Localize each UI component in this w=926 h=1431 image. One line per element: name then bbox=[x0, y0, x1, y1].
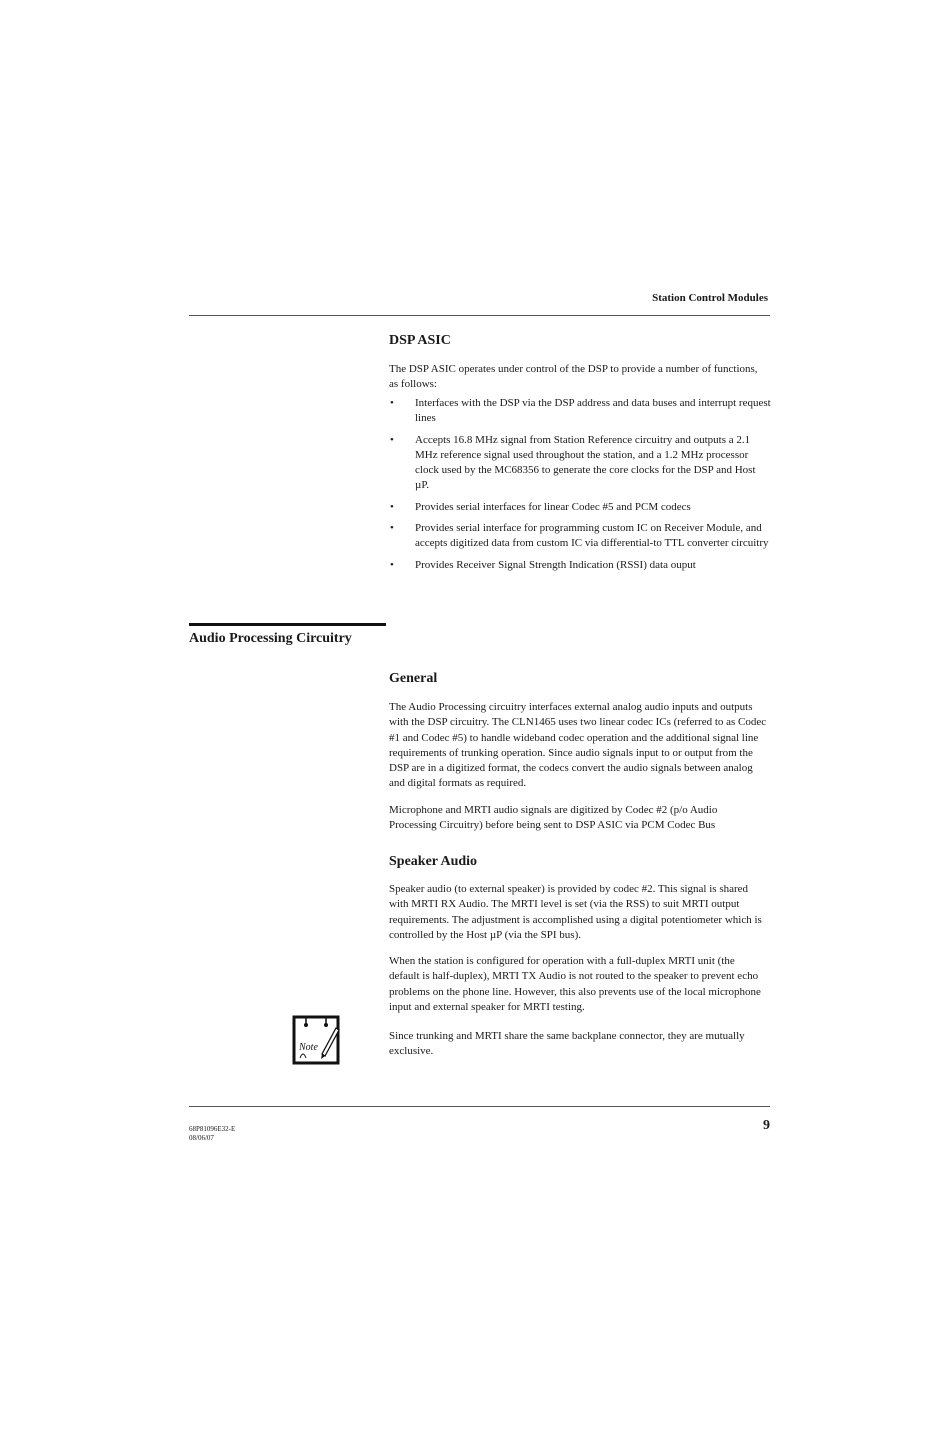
general-para-1: The Audio Processing circuitry interfaces external analog audio inputs and outputs with the DSP circuitry. The CLN1465 uses two linear codec ICs (referred to as Codec #1 and Codec #5) to handle wideband codec operation and the additional signal line requirements of trunking operation. Since audio signals input to or output from the DSP are in a digitized format, the codecs convert the audio signals between analog and digital formats as required. bbox=[389, 701, 767, 790]
bullet-item: • Accepts 16.8 MHz signal from Station Reference circuitry and outputs a 2.1 MHz reference signal used throughout the station, and a 1.2 MHz processor clock used by the MC68356 to generate the core clocks for the DSP and Host µP. bbox=[389, 433, 771, 494]
header-rule bbox=[189, 315, 770, 316]
dsp-asic-heading: DSP ASIC bbox=[389, 333, 451, 348]
bullet-item: • Provides serial interfaces for linear Codec #5 and PCM codecs bbox=[389, 500, 771, 515]
bullet-item: • Provides Receiver Signal Strength Indication (RSSI) data ouput bbox=[389, 558, 771, 573]
footer-rule bbox=[189, 1106, 770, 1107]
audio-processing-title: Audio Processing Circuitry bbox=[189, 631, 352, 646]
bullet-item: • Interfaces with the DSP via the DSP address and data buses and interrupt request lines bbox=[389, 396, 771, 427]
dsp-asic-intro: The DSP ASIC operates under control of the DSP to provide a number of functions, as follows: bbox=[389, 363, 758, 391]
note-label: Note bbox=[299, 1042, 318, 1053]
general-para-2: Microphone and MRTI audio signals are digitized by Codec #2 (p/o Audio Processing Circuitry) before being sent to DSP ASIC via PCM Codec Bus bbox=[389, 804, 718, 832]
speaker-audio-para-2: When the station is configured for operation with a full-duplex MRTI unit (the default is half-duplex), MRTI TX Audio is not routed to the speaker to prevent echo problems on the phone line. However, this also prevents use of the local microphone input and external speaker for MRTI testing. bbox=[389, 955, 761, 1013]
note-pad-icon bbox=[292, 1014, 342, 1066]
page-number: 9 bbox=[763, 1118, 770, 1133]
running-header: Station Control Modules bbox=[652, 292, 768, 304]
bullet-item: • Provides serial interface for programming custom IC on Receiver Module, and accepts digitized data from custom IC via differential-to TTL converter circuitry bbox=[389, 521, 771, 552]
dsp-asic-bullet-list bbox=[389, 396, 771, 579]
doc-date: 08/06/07 bbox=[189, 1134, 214, 1142]
doc-number: 68P81096E32-E bbox=[189, 1125, 236, 1133]
section-thick-rule bbox=[189, 623, 386, 626]
speaker-audio-para-1: Speaker audio (to external speaker) is provided by codec #2. This signal is shared with MRTI RX Audio. The MRTI level is set (via the RSS) to suit MRTI output requirements. The adjustment is accomplished using a digital potentiometer which is controlled by the Host µP (via the SPI bus). bbox=[389, 883, 762, 941]
note-text: Since trunking and MRTI share the same backplane connector, they are mutually exclusive. bbox=[389, 1030, 745, 1058]
general-heading: General bbox=[389, 671, 438, 686]
speaker-audio-heading: Speaker Audio bbox=[389, 854, 478, 869]
